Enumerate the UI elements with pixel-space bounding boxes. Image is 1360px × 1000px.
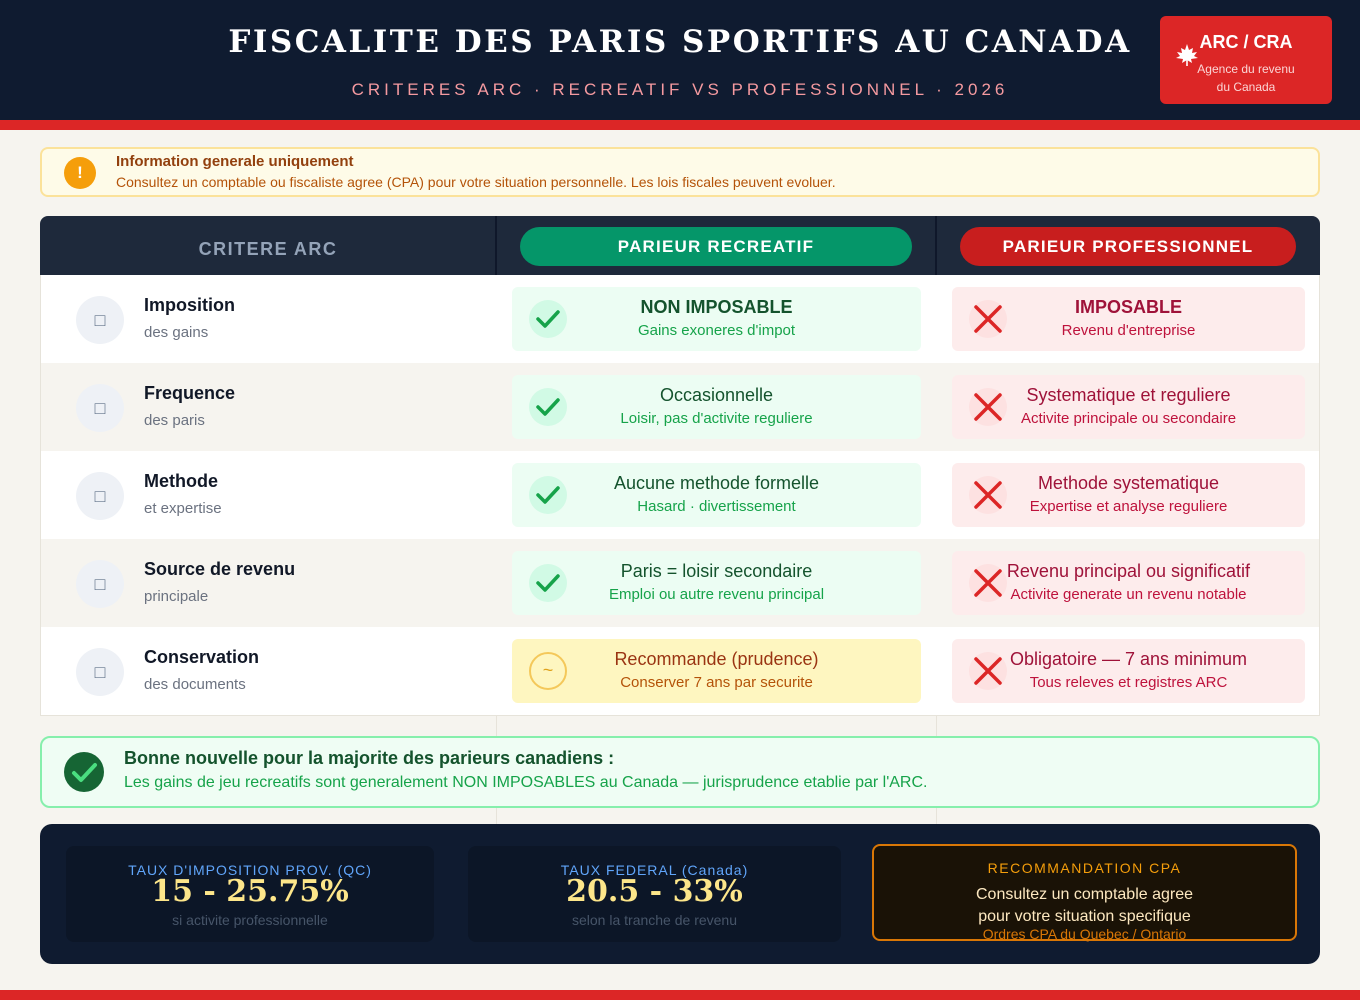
federal-rate-label: TAUX FEDERAL (Canada): [560, 862, 749, 878]
criterion-icon: □: [76, 560, 124, 608]
criterion-title: Frequence: [144, 383, 236, 403]
criterion-subtitle: des gains: [144, 324, 209, 341]
footer-stripe: [0, 990, 1360, 1000]
table-row: [41, 627, 1319, 715]
federal-rate-value: 20.5 - 33%: [566, 874, 743, 909]
criterion-icon: □: [76, 384, 124, 432]
cpa-label: RECOMMANDATION CPA: [987, 860, 1182, 876]
partial-icon: ~: [529, 652, 567, 690]
recreational-subtitle: Hasard · divertissement: [637, 498, 796, 515]
recreational-title: Recommande (prudence): [614, 649, 819, 669]
table-row: [41, 451, 1319, 539]
criterion-icon: □: [76, 296, 124, 344]
criterion-title: Source de revenu: [144, 559, 296, 579]
recreational-subtitle: Loisir, pas d'activite reguliere: [620, 410, 813, 427]
header: [0, 0, 1360, 120]
table-row: [41, 539, 1319, 627]
recreational-subtitle: Emploi ou autre revenu principal: [608, 586, 825, 603]
criterion-icon: □: [76, 648, 124, 696]
criterion-subtitle: principale: [144, 588, 209, 605]
professional-title: Obligatoire — 7 ans minimum: [1009, 649, 1248, 669]
federal-rate-note: selon la tranche de revenu: [572, 912, 737, 928]
professional-cell: [952, 551, 1305, 615]
page-subtitle: CRITERES ARC · RECREATIF VS PROFESSIONNEL · 2026: [351, 80, 1009, 99]
header-divider: [495, 216, 497, 275]
professional-cell: [952, 639, 1305, 703]
good-news-banner: [40, 736, 1320, 808]
disclaimer-text: Consultez un comptable ou fiscaliste agree (CPA) pour votre situation personnelle. Les lois fiscales peuvent evoluer.: [116, 174, 836, 190]
cpa-recommendation: [872, 844, 1297, 941]
recreational-title: Aucune methode formelle: [613, 473, 820, 493]
badge-sub-line-2: du Canada: [1216, 80, 1276, 94]
provincial-rate-label: TAUX D'IMPOSITION PROV. (QC): [128, 862, 372, 878]
disclaimer-title: Information generale uniquement: [116, 153, 354, 170]
recreational-subtitle: Conserver 7 ans par securite: [620, 674, 813, 691]
criterion-title: Methode: [144, 471, 218, 491]
table-row: [41, 275, 1319, 363]
professional-subtitle: Tous releves et registres ARC: [1029, 674, 1228, 691]
recreational-cell: [512, 463, 921, 527]
professional-cell: [952, 375, 1305, 439]
tax-stats-panel: [40, 824, 1320, 964]
federal-rate-card: [468, 846, 841, 942]
criterion-title: Conservation: [144, 647, 260, 667]
header-criterion: CRITERE ARC: [198, 239, 338, 259]
criterion-subtitle: des documents: [144, 676, 246, 693]
badge-sub-line-1: Agence du revenu: [1197, 62, 1295, 76]
professional-cell: [952, 287, 1305, 351]
header-professional: PARIEUR PROFESSIONNEL: [960, 227, 1296, 266]
cpa-text: [874, 884, 1295, 928]
good-news-text: Les gains de jeu recreatifs sont generalement NON IMPOSABLES au Canada — jurisprudence etablie par l'ARC.: [124, 774, 928, 791]
criterion-icon: □: [76, 472, 124, 520]
provincial-rate-value: 15 - 25.75%: [151, 874, 349, 909]
cpa-line-2: pour votre situation specifique: [978, 908, 1191, 925]
cpa-orders-link[interactable]: Ordres CPA du Quebec / Ontario: [982, 926, 1187, 942]
professional-subtitle: Activite generate un revenu notable: [1010, 586, 1247, 603]
recreational-title: Paris = loisir secondaire: [620, 561, 813, 581]
professional-title: Revenu principal ou significatif: [1006, 561, 1251, 581]
professional-subtitle: Expertise et analyse reguliere: [1029, 498, 1228, 515]
badge-title: ARC / CRA: [1199, 32, 1293, 52]
recreational-cell: [512, 551, 921, 615]
header-divider: [935, 216, 937, 275]
professional-cell: [952, 463, 1305, 527]
recreational-subtitle: Gains exoneres d'impot: [637, 322, 796, 339]
provincial-rate-card: [66, 846, 434, 942]
table-header: [40, 216, 1320, 275]
recreational-cell: [512, 375, 921, 439]
good-news-title: Bonne nouvelle pour la majorite des parieurs canadiens :: [124, 748, 615, 768]
recreational-cell: [512, 287, 921, 351]
professional-title: Methode systematique: [1037, 473, 1220, 493]
badge-subtitle: [1160, 60, 1332, 96]
provincial-rate-note: si activite professionnelle: [172, 912, 328, 928]
criteria-table: [40, 275, 1320, 716]
recreational-title: Occasionnelle: [659, 385, 774, 405]
page-title: FISCALITE DES PARIS SPORTIFS AU CANADA: [228, 24, 1132, 60]
table-row: [41, 363, 1319, 451]
recreational-title: NON IMPOSABLE: [640, 297, 793, 317]
header-stripe: [0, 120, 1360, 130]
check-circle-icon: [64, 752, 104, 792]
header-recreational: PARIEUR RECREATIF: [520, 227, 912, 266]
professional-subtitle: Revenu d'entreprise: [1061, 322, 1196, 339]
professional-title: Systematique et reguliere: [1026, 385, 1231, 405]
arc-badge: [1160, 16, 1332, 104]
criterion-subtitle: et expertise: [144, 500, 222, 517]
professional-title: IMPOSABLE: [1074, 297, 1182, 317]
professional-subtitle: Activite principale ou secondaire: [1020, 410, 1237, 427]
warning-icon: !: [64, 157, 96, 189]
recreational-cell: [512, 639, 921, 703]
criterion-title: Imposition: [144, 295, 235, 315]
criterion-subtitle: des paris: [144, 412, 205, 429]
disclaimer-banner: [40, 147, 1320, 197]
cpa-line-1: Consultez un comptable agree: [975, 886, 1194, 903]
